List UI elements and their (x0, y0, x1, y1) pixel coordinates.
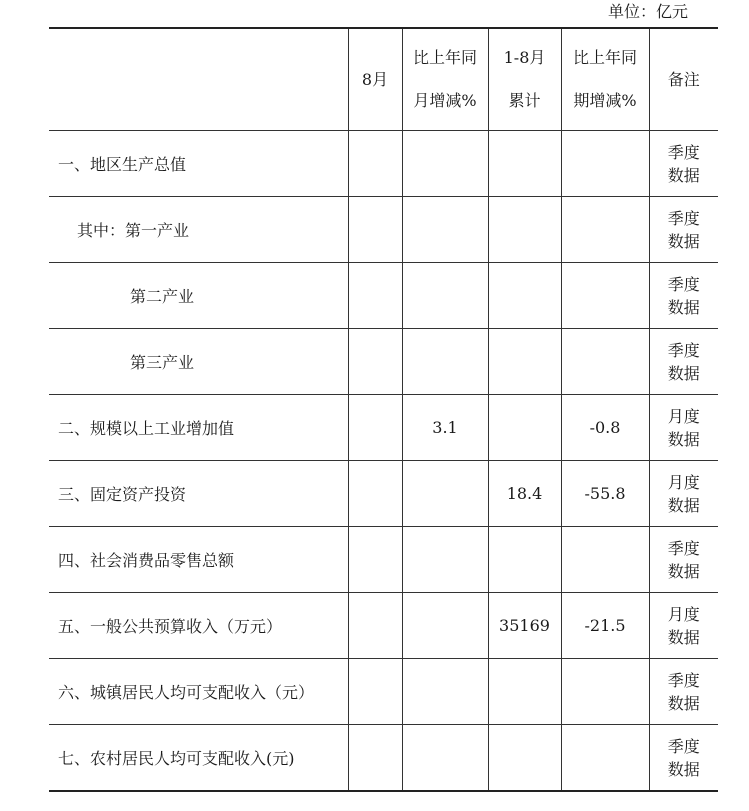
row-ytd (488, 659, 561, 725)
row-ytd (488, 131, 561, 197)
statistics-table (49, 27, 718, 792)
row-month (348, 725, 402, 792)
row-note: 季度数据 (667, 208, 700, 251)
row-ytd: 35169 (488, 593, 561, 659)
header-ytd-line1: 1-8月 (503, 48, 546, 67)
row-item: 五、一般公共预算收入（万元） (49, 593, 348, 659)
table-header-row (49, 28, 718, 131)
table-row (49, 527, 718, 593)
header-note: 备注 (649, 28, 718, 131)
header-month-yoy-line2: 月增减% (413, 91, 477, 110)
row-note: 月度数据 (667, 472, 700, 515)
row-ytd-yoy: -0.8 (561, 395, 649, 461)
row-item: 其中：第一产业 (49, 197, 348, 263)
row-note: 月度数据 (667, 604, 700, 647)
row-month-yoy (402, 659, 488, 725)
row-month-yoy (402, 593, 488, 659)
row-ytd (488, 329, 561, 395)
row-ytd-yoy (561, 329, 649, 395)
row-ytd-yoy: -55.8 (561, 461, 649, 527)
row-month (348, 329, 402, 395)
row-month-yoy (402, 263, 488, 329)
header-ytd (488, 28, 561, 131)
row-note: 季度数据 (667, 142, 700, 185)
row-month-yoy (402, 197, 488, 263)
row-item: 七、农村居民人均可支配收入(元) (49, 725, 348, 792)
row-ytd-yoy (561, 131, 649, 197)
row-ytd (488, 725, 561, 792)
row-month-yoy (402, 527, 488, 593)
unit-label: 单位：亿元 (608, 2, 689, 21)
row-month (348, 395, 402, 461)
row-month (348, 461, 402, 527)
row-month (348, 527, 402, 593)
row-item: 四、社会消费品零售总额 (49, 527, 348, 593)
row-item: 二、规模以上工业增加值 (49, 395, 348, 461)
header-month: 8月 (348, 28, 402, 131)
row-note: 月度数据 (667, 406, 700, 449)
header-ytd-yoy-line2: 期增减% (573, 91, 637, 110)
row-month (348, 131, 402, 197)
row-month-yoy (402, 131, 488, 197)
row-ytd (488, 395, 561, 461)
row-ytd-yoy (561, 263, 649, 329)
row-ytd-yoy (561, 197, 649, 263)
table-row (49, 461, 718, 527)
row-month-yoy (402, 329, 488, 395)
row-item: 一、地区生产总值 (49, 131, 348, 197)
row-item: 第二产业 (49, 263, 348, 329)
table-row (49, 197, 718, 263)
row-ytd-yoy (561, 527, 649, 593)
row-ytd-yoy (561, 725, 649, 792)
header-month-yoy (402, 28, 488, 131)
row-ytd (488, 263, 561, 329)
table-row (49, 725, 718, 792)
row-ytd-yoy (561, 659, 649, 725)
row-note: 季度数据 (667, 538, 700, 581)
row-month-yoy (402, 461, 488, 527)
row-month-yoy: 3.1 (402, 395, 488, 461)
table-row (49, 263, 718, 329)
header-ytd-yoy (561, 28, 649, 131)
table-row (49, 131, 718, 197)
row-note: 季度数据 (667, 340, 700, 383)
row-note: 季度数据 (667, 670, 700, 713)
row-ytd (488, 527, 561, 593)
row-item: 三、固定资产投资 (49, 461, 348, 527)
row-month (348, 263, 402, 329)
table-row (49, 659, 718, 725)
header-item (49, 28, 348, 131)
row-month (348, 197, 402, 263)
row-note: 季度数据 (667, 736, 700, 779)
row-ytd: 18.4 (488, 461, 561, 527)
row-item: 六、城镇居民人均可支配收入（元） (49, 659, 348, 725)
header-ytd-line2: 累计 (508, 91, 541, 110)
row-month-yoy (402, 725, 488, 792)
table-row (49, 395, 718, 461)
row-note: 季度数据 (667, 274, 700, 317)
table-row (49, 593, 718, 659)
table-row (49, 329, 718, 395)
header-ytd-yoy-line1: 比上年同 (572, 48, 637, 67)
header-month-yoy-line1: 比上年同 (412, 48, 477, 67)
row-ytd (488, 197, 561, 263)
row-month (348, 593, 402, 659)
row-ytd-yoy: -21.5 (561, 593, 649, 659)
row-month (348, 659, 402, 725)
row-item: 第三产业 (49, 329, 348, 395)
